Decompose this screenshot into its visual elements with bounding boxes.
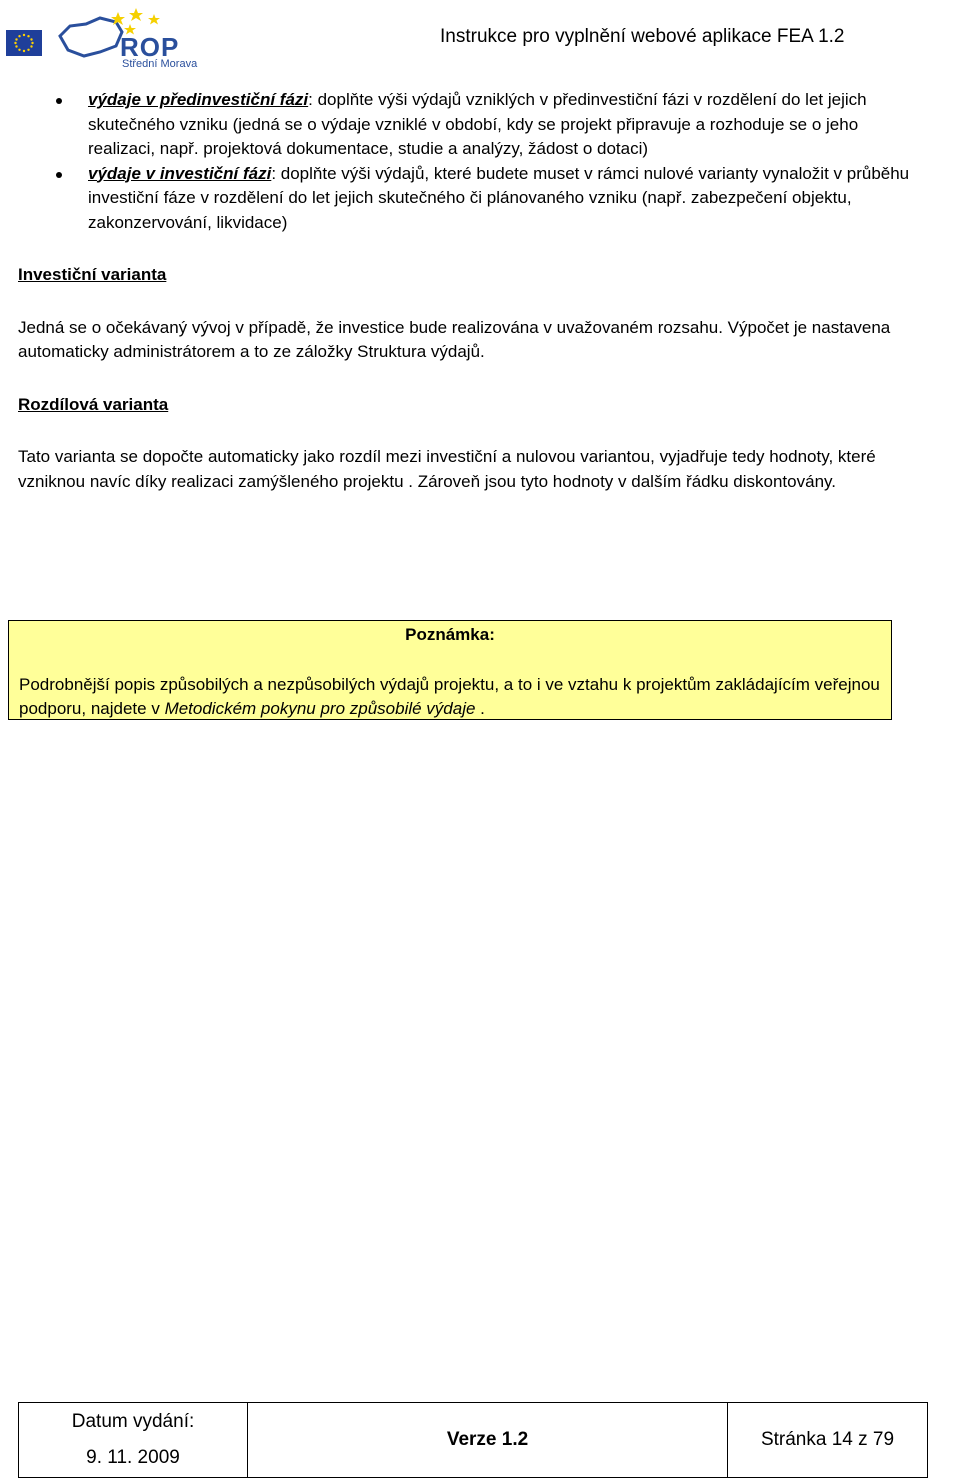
note-title: Poznámka:	[405, 625, 495, 644]
note-text	[19, 673, 883, 721]
bullet-list	[18, 88, 918, 235]
section-heading-difference: Rozdílová varianta	[18, 394, 169, 414]
bullet-text: : doplňte výši výdajů vzniklých v předinvestiční fázi v rozdělení do let jejich skutečného vzniku (jedná se o výdaje vzniklé v období, kdy se projekt připravuje a rozhoduje se o jeho realizaci, např. projektová dokumentace, studie a analýzy, žádost o dotaci)	[88, 90, 867, 158]
bullet-term: výdaje v předinvestiční fázi	[88, 90, 309, 109]
footer-date-cell	[19, 1403, 247, 1477]
list-item	[18, 162, 918, 236]
bullet-text: : doplňte výši výdajů, které budete muset v rámci nulové varianty vynaložit v průběhu investiční fáze v rozdělení do let jejich skutečného či plánovaného vzniku (např. zabezpečení objektu, zakonzervování, likvidace)	[88, 163, 910, 232]
footer-date-value: 9. 11. 2009	[86, 1447, 180, 1468]
footer-version: Verze 1.2	[446, 1429, 529, 1450]
footer-version-cell	[247, 1403, 727, 1477]
list-item	[18, 88, 918, 162]
footer-page-cell	[727, 1403, 927, 1477]
note-text-end: .	[475, 699, 485, 718]
bullet-icon	[56, 98, 62, 104]
section-heading-investment: Investiční varianta	[18, 265, 167, 284]
logo-text: ROP	[120, 32, 180, 62]
eu-flag-icon	[6, 30, 42, 56]
bullet-term: výdaje v investiční fázi	[88, 163, 272, 183]
footer-page-number: Stránka 14 z 79	[760, 1429, 895, 1450]
note-box	[8, 620, 892, 720]
note-text-start: Podrobnější popis způsobilých a nezpůsobilých výdajů projektu, a to i ve vztahu k projektům zakládajícím veřejnou podporu, najdete v	[19, 675, 880, 718]
logo-subtitle: Střední Morava	[122, 58, 198, 70]
page-header	[0, 0, 960, 80]
bullet-icon	[56, 172, 62, 178]
document-title: Instrukce pro vyplnění webové aplikace FEA 1.2	[440, 26, 845, 47]
footer-date-label: Datum vydání:	[71, 1411, 195, 1432]
section-text-difference: Tato varianta se dopočte automaticky jako rozdíl mezi investiční a nulovou variantou, vyjadřuje tedy hodnoty, které vzniknou navíc díky realizaci zamýšleného projektu . Zároveň jsou tyto hodnoty v dalším řádku diskontovány.	[18, 447, 876, 491]
page-footer	[18, 1402, 928, 1478]
section-text-investment: Jedná se o očekávaný vývoj v případě, že investice bude realizována v uvažovaném rozsahu. Výpočet je nastavena automaticky administrátorem a to ze záložky Struktura výdajů.	[18, 317, 891, 361]
document-body	[18, 88, 918, 494]
note-text-reference: Metodickém pokynu pro způsobilé výdaje	[164, 699, 476, 718]
